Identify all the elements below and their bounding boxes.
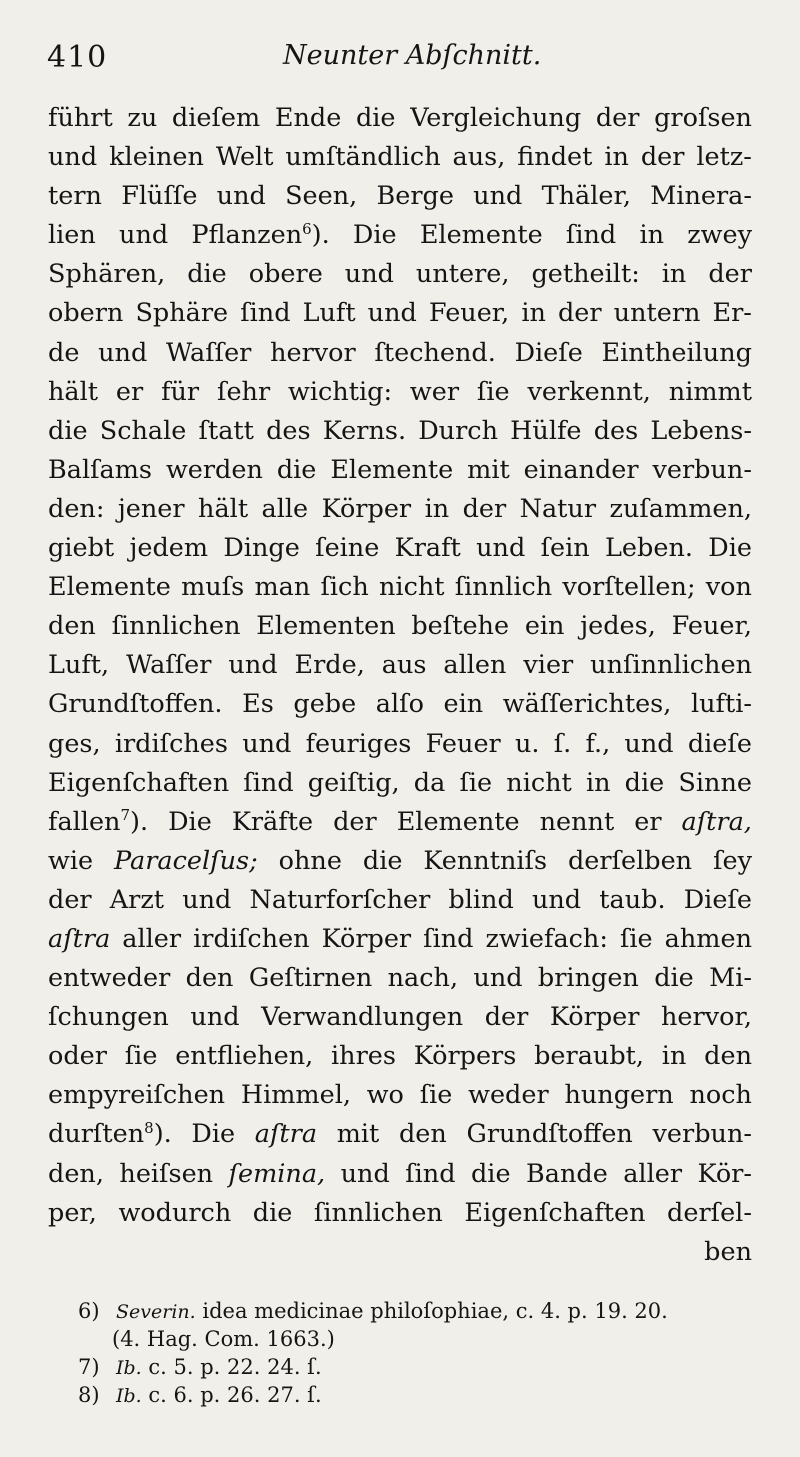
word: f.,: [585, 728, 611, 759]
word: und: [473, 963, 523, 994]
word: ohne: [278, 845, 342, 876]
word: getheilt:: [531, 259, 640, 290]
word: irdiſches: [114, 728, 228, 759]
word: verkennt,: [527, 376, 651, 407]
word: der: [557, 298, 602, 329]
text-line: [48, 177, 752, 216]
word: weder: [468, 1080, 549, 1111]
text-line: [48, 529, 752, 568]
word: entweder: [48, 963, 171, 994]
word: Grundſtoffen: [466, 1119, 633, 1150]
text-line: [48, 881, 752, 920]
word-with-footnote-ref: durſten8).: [48, 1115, 172, 1154]
text-line: [48, 646, 752, 685]
word: Mi-: [709, 963, 752, 994]
text-line: [48, 490, 752, 529]
word: für: [161, 376, 200, 407]
footnote-ref-close: ).: [311, 220, 330, 251]
word: Geſtirnen: [248, 963, 373, 994]
word: findet: [517, 142, 593, 173]
word: Leben.: [605, 533, 693, 564]
word: Sphären,: [48, 259, 166, 290]
word: Berge: [376, 181, 454, 212]
text-line: [48, 725, 752, 764]
word: Arzt: [109, 884, 165, 915]
word: Feuer: [425, 728, 501, 759]
word: nicht: [506, 767, 572, 798]
word: ſinnlichen: [313, 1197, 443, 1228]
word: in: [661, 1041, 687, 1072]
word: von: [705, 572, 752, 603]
word: Balſams: [48, 454, 153, 485]
word: kleinen: [109, 142, 204, 173]
word: zwiefach:: [485, 923, 608, 954]
word: de: [48, 337, 80, 368]
word: nicht: [378, 572, 445, 603]
word: durſten: [48, 1119, 145, 1150]
text-line: [48, 920, 752, 959]
word: die: [276, 454, 317, 485]
text-line: [48, 255, 752, 294]
word: dieſe: [687, 728, 752, 759]
word: ſehr: [217, 376, 271, 407]
word: ahmen: [664, 923, 752, 954]
word: Dieſe: [514, 337, 583, 368]
word: Kör-: [697, 1158, 752, 1189]
word: in: [639, 220, 665, 251]
word: Durch: [418, 415, 498, 446]
footnote-text: (4. Hag. Com. 1663.): [112, 1327, 335, 1351]
footnote: [78, 1297, 758, 1325]
word: wäſſerichtes,: [502, 689, 672, 720]
footnote: [78, 1353, 758, 1381]
word: Feuer,: [428, 298, 510, 329]
word: und: [624, 728, 674, 759]
word: tern: [48, 181, 102, 212]
word: oder: [48, 1041, 107, 1072]
word: ſeine: [315, 533, 380, 564]
word: ſtechend.: [374, 337, 496, 368]
word: blind: [448, 884, 514, 915]
word: Seen,: [285, 181, 358, 212]
word: Welt: [215, 142, 274, 173]
word: nimmt: [668, 376, 752, 407]
word: ſie: [476, 376, 510, 407]
footnote-citation: Severin.: [116, 1301, 196, 1323]
word: allen: [443, 650, 507, 681]
word: umſtändlich: [285, 142, 441, 173]
word: ges,: [48, 728, 101, 759]
footnote-text: idea medicinae philoſophiae, c. 4. p. 19. 20.: [202, 1299, 668, 1323]
word: in: [424, 493, 450, 524]
word: Naturforſcher: [249, 884, 431, 915]
footnotes: [78, 1297, 758, 1409]
word: irdiſchen: [193, 923, 310, 954]
word: unſinnlichen: [590, 650, 752, 681]
text-line: [48, 842, 752, 881]
word: zu: [127, 103, 158, 133]
word: Körper: [549, 1002, 640, 1033]
word: ſie: [619, 923, 653, 954]
text-line: [48, 959, 752, 998]
word: die: [624, 767, 665, 798]
word: Natur: [519, 493, 597, 524]
word: da: [413, 767, 446, 798]
word: mit: [467, 454, 510, 485]
word: Elemente: [330, 454, 454, 485]
word: aller: [623, 1158, 683, 1189]
word: vorſtellen;: [562, 572, 696, 603]
word: Waſſer: [126, 650, 212, 681]
word: der: [333, 806, 377, 837]
word: Paracelſus;: [114, 845, 258, 876]
word: Kenntniſs: [423, 845, 548, 876]
word: ſind: [565, 220, 617, 251]
word: alle: [261, 493, 309, 524]
word: wer: [409, 376, 460, 407]
word: in: [604, 142, 629, 173]
word: Es: [242, 689, 274, 720]
word: giebt: [48, 533, 115, 564]
word: ſind: [243, 767, 294, 798]
word: Körpers: [413, 1041, 517, 1072]
word: nennt: [539, 806, 615, 837]
word: alſo: [375, 689, 424, 720]
word: Kerns.: [322, 415, 407, 446]
word: feuriges: [305, 728, 412, 759]
word: Schale: [99, 415, 187, 446]
word: ſ.: [553, 728, 572, 759]
word: in: [661, 259, 687, 290]
word: hält: [48, 376, 99, 407]
word: obere: [248, 259, 323, 290]
word: groſsen: [654, 103, 752, 133]
word: gebe: [293, 689, 357, 720]
text-line: [48, 764, 752, 803]
word: in: [585, 767, 611, 798]
text-line: [48, 1115, 752, 1154]
footnote-number: 8): [78, 1383, 100, 1407]
word: er: [115, 376, 144, 407]
word: einander: [523, 454, 639, 485]
word: Körper: [321, 493, 412, 524]
word: wo: [366, 1080, 404, 1111]
word: ſind: [240, 298, 291, 329]
word: bringen: [537, 963, 639, 994]
word: er: [634, 806, 662, 837]
word: aſtra: [254, 1119, 318, 1150]
word: die: [355, 103, 396, 133]
word: der: [484, 1002, 529, 1033]
word: Luft: [302, 298, 356, 329]
word: hungern: [564, 1080, 674, 1111]
footnote-number: 6): [78, 1299, 100, 1323]
text-line: [48, 1194, 752, 1233]
word: und: [476, 533, 526, 564]
word-with-footnote-ref: Pflanzen6).: [191, 216, 329, 255]
word: zuſammen,: [609, 493, 752, 524]
text-line: [48, 334, 752, 373]
word: Er-: [712, 298, 752, 329]
word: und: [48, 142, 98, 173]
word: ein: [443, 689, 484, 720]
word: ſinnlich: [454, 572, 553, 603]
word: aus: [381, 650, 427, 681]
word: und: [340, 1158, 390, 1189]
footnote: [78, 1381, 758, 1409]
word: heiſsen: [119, 1158, 214, 1189]
word: führt: [48, 103, 113, 133]
word: des: [593, 415, 639, 446]
word: ihres: [331, 1041, 396, 1072]
word: Sinne: [678, 767, 752, 798]
word: und: [367, 298, 417, 329]
word: Elementen: [256, 611, 396, 642]
word: entfliehen,: [175, 1041, 314, 1072]
word: und: [182, 884, 232, 915]
word: fallen: [48, 806, 121, 837]
word: den:: [48, 493, 105, 524]
word: verbun-: [652, 1119, 752, 1150]
word: Feuer,: [671, 611, 752, 642]
word: wodurch: [118, 1197, 232, 1228]
word: Dinge: [223, 533, 300, 564]
word: Vergleichung: [410, 103, 582, 133]
word: Ende: [274, 103, 342, 133]
word: empyreiſchen: [48, 1080, 226, 1111]
word: ſie: [419, 1080, 453, 1111]
text-line: [48, 138, 752, 177]
word: Elemente: [48, 572, 171, 603]
word: ſtatt: [198, 415, 254, 446]
word: der: [48, 884, 92, 915]
word: aus,: [452, 142, 506, 173]
word: ſchungen: [48, 1002, 169, 1033]
word: Körper: [321, 923, 412, 954]
running-title: Neunter Abſchnitt.: [283, 40, 542, 71]
text-line: [48, 1233, 752, 1272]
word: den: [48, 611, 96, 642]
page-number: 410: [47, 40, 108, 75]
word: und: [344, 259, 394, 290]
word: Pflanzen: [191, 220, 303, 251]
word: Kräfte: [231, 806, 314, 837]
word: und: [216, 181, 266, 212]
word: Eigenſchaften: [48, 767, 230, 798]
word: die: [252, 1197, 293, 1228]
text-line: [48, 412, 752, 451]
text-line: [48, 685, 752, 724]
footnote-number: 7): [78, 1355, 100, 1379]
word: der: [595, 103, 640, 133]
word: geiſtig,: [307, 767, 400, 798]
word: jener: [117, 493, 185, 524]
footnote-text: c. 6. p. 26. 27. ſ.: [148, 1383, 322, 1407]
word: der: [462, 493, 507, 524]
word: hält: [198, 493, 249, 524]
word: man: [254, 572, 311, 603]
text-line: [48, 451, 752, 490]
word: die: [654, 963, 694, 994]
word: mit: [336, 1119, 380, 1150]
word: den: [704, 1041, 752, 1072]
word-with-footnote-ref: fallen7).: [48, 803, 148, 842]
text-line: [48, 1076, 752, 1115]
text-line: [48, 1155, 752, 1194]
word: ſind: [405, 1158, 456, 1189]
word: Elemente: [396, 806, 520, 837]
word: Kraft: [394, 533, 461, 564]
text-line: [48, 1037, 752, 1076]
footnote: [78, 1325, 758, 1353]
word: aſtra: [48, 923, 111, 954]
word: lien: [48, 220, 96, 251]
footnote-citation: Ib.: [116, 1357, 142, 1379]
word: Luft,: [48, 650, 110, 681]
word: Dieſe: [683, 884, 752, 915]
word: Grundſtoffen.: [48, 689, 223, 720]
word: Die: [708, 533, 752, 564]
word: ſein: [540, 533, 590, 564]
word: noch: [689, 1080, 752, 1111]
word: werden: [165, 454, 263, 485]
text-line: [48, 294, 752, 333]
footnote-text: c. 5. p. 22. 24. ſ.: [148, 1355, 322, 1379]
word: Eigenſchaften: [464, 1197, 646, 1228]
text-line: [48, 803, 752, 842]
word: beſtehe: [411, 611, 510, 642]
word: Lebens-: [650, 415, 752, 446]
word: den: [185, 963, 234, 994]
text-line: [48, 607, 752, 646]
word: und: [473, 181, 523, 212]
word: Die: [191, 1119, 236, 1150]
word: zwey: [687, 220, 752, 251]
text-line: [48, 216, 752, 255]
word: wie: [48, 845, 94, 876]
word: ſie: [124, 1041, 158, 1072]
word: hervor: [270, 337, 356, 368]
word: ſemina,: [228, 1158, 326, 1189]
word: ſinnlichen: [111, 611, 241, 642]
word: und: [531, 884, 582, 915]
word: Verwandlungen: [261, 1002, 464, 1033]
word: und: [190, 1002, 240, 1033]
word: ſey: [713, 845, 752, 876]
word: Himmel,: [240, 1080, 351, 1111]
word: u.: [514, 728, 540, 759]
word: den: [398, 1119, 447, 1150]
word: wichtig:: [288, 376, 393, 407]
word: ſie: [459, 767, 493, 798]
word: derſelben: [567, 845, 693, 876]
word: und: [228, 650, 278, 681]
footnote-ref-close: ).: [153, 1119, 172, 1150]
word: verbun-: [652, 454, 752, 485]
word: per,: [48, 1197, 97, 1228]
word: jedes,: [580, 611, 656, 642]
word: vier: [523, 650, 574, 681]
word: die: [187, 259, 227, 290]
word: ſind: [423, 923, 474, 954]
word: taub.: [599, 884, 666, 915]
word: lufti-: [690, 689, 752, 720]
page-header: [47, 40, 747, 80]
word: und: [119, 220, 169, 251]
word: Die: [352, 220, 397, 251]
word: muſs: [181, 572, 245, 603]
word: Flüſſe: [121, 181, 198, 212]
word: der: [640, 142, 685, 173]
word: obern: [48, 298, 124, 329]
word: untern: [613, 298, 701, 329]
word: Waſſer: [166, 337, 252, 368]
footnote-ref-close: ).: [130, 806, 149, 837]
word: die: [470, 1158, 511, 1189]
word: Sphäre: [135, 298, 229, 329]
word: den,: [48, 1158, 104, 1189]
word: in: [521, 298, 546, 329]
word: letz-: [696, 142, 752, 173]
word: und: [98, 337, 148, 368]
word: des: [266, 415, 311, 446]
text-line: [48, 99, 752, 138]
word: aller: [122, 923, 182, 954]
word: Bande: [526, 1158, 608, 1189]
word: derſel-: [667, 1197, 752, 1228]
word: aſtra,: [681, 806, 752, 837]
text-line: [48, 373, 752, 412]
footnote-citation: Ib.: [116, 1385, 142, 1407]
word: ſich: [320, 572, 369, 603]
word: ein: [524, 611, 565, 642]
word: der: [708, 259, 752, 290]
word: die: [362, 845, 403, 876]
word: beraubt,: [534, 1041, 645, 1072]
word: die: [48, 415, 88, 446]
word: Hülfe: [510, 415, 582, 446]
text-line: [48, 998, 752, 1037]
word: dieſem: [171, 103, 261, 133]
word: und: [242, 728, 292, 759]
word: Eintheilung: [601, 337, 752, 368]
main-text: [48, 99, 752, 1272]
word: Elemente: [419, 220, 543, 251]
word: Minera-: [650, 181, 752, 212]
word: ben: [704, 1236, 752, 1267]
word: Erde,: [294, 650, 365, 681]
word: hervor,: [661, 1002, 752, 1033]
word: jedem: [129, 533, 209, 564]
word: untere,: [415, 259, 510, 290]
word: Thäler,: [541, 181, 631, 212]
word: Die: [168, 806, 212, 837]
text-line: [48, 568, 752, 607]
word: nach,: [387, 963, 459, 994]
